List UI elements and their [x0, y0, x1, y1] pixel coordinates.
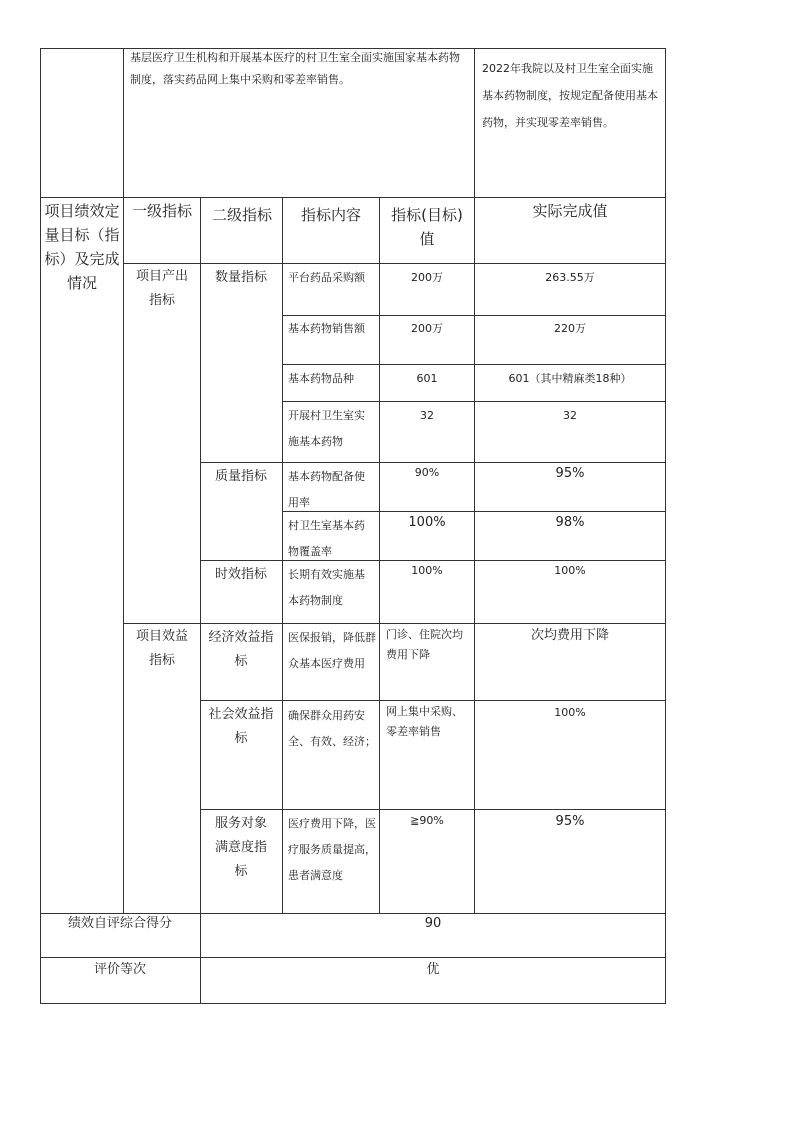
row-target: 100%	[408, 515, 446, 530]
table-border	[474, 48, 475, 913]
table-border	[282, 364, 666, 365]
row-content: 平台药品采购额	[288, 271, 365, 284]
row-content: 长期有效实施基本药物制度	[288, 568, 365, 607]
row-actual: 98%	[555, 515, 585, 530]
row-target: ≧90%	[410, 814, 444, 827]
row-content: 基本药物销售额	[288, 322, 365, 335]
group-benefit-label: 项目效益指标	[135, 629, 188, 668]
row-target: 601	[416, 372, 438, 385]
table-border	[40, 1003, 666, 1004]
section-label: 项目绩效定量目标（指标）及完成情况	[44, 202, 120, 292]
subgroup-timeliness-label: 时效指标	[214, 567, 267, 582]
group-output-label: 项目产出指标	[135, 269, 188, 308]
header-target: 指标(目标)值	[391, 206, 463, 248]
score-label: 绩效自评综合得分	[67, 916, 172, 931]
row-target: 200万	[411, 271, 443, 284]
row-content: 医保报销，降低群众基本医疗费用	[288, 631, 376, 670]
row-actual: 263.55万	[545, 271, 595, 284]
row-target: 门诊、住院次均费用下降	[386, 628, 463, 661]
table-border	[123, 48, 124, 913]
row-content: 确保群众用药安全、有效、经济；	[288, 709, 376, 748]
header-actual: 实际完成值	[532, 202, 608, 220]
row-content: 基本药物品种	[288, 372, 354, 385]
table-border	[200, 197, 201, 1003]
header-level1: 一级指标	[131, 202, 192, 220]
goal-text: 基层医疗卫生机构和开展基本医疗的村卫生室全面实施国家基本药物制度，落实药品网上集中采购和零差率销售。	[130, 51, 460, 86]
subgroup-quality-label: 质量指标	[214, 469, 267, 484]
row-actual: 次均费用下降	[530, 628, 609, 643]
row-actual: 95%	[555, 466, 585, 481]
table-border	[282, 401, 666, 402]
row-content: 基本药物配备使用率	[288, 470, 365, 509]
subgroup-satisfaction-label: 服务对象满意度指标	[214, 816, 267, 879]
row-content: 村卫生室基本药物覆盖率	[288, 519, 365, 558]
table-border	[665, 48, 666, 1003]
table-border	[40, 48, 41, 1003]
table-border	[379, 197, 380, 913]
grade-value: 优	[426, 962, 440, 977]
subgroup-quantity-label: 数量指标	[214, 270, 267, 285]
subgroup-social-label: 社会效益指标	[208, 707, 274, 746]
row-target: 90%	[414, 466, 440, 479]
row-actual: 220万	[554, 322, 586, 335]
row-content: 医疗费用下降，医疗服务质量提高，患者满意度	[288, 817, 376, 882]
actual-summary-text: 2022年我院以及村卫生室全面实施基本药物制度，按规定配备使用基本药物，并实现零差率销售。	[482, 62, 658, 129]
header-level2: 二级指标	[211, 206, 272, 224]
score-value: 90	[424, 916, 442, 931]
row-target: 网上集中采购、零差率销售	[386, 705, 463, 738]
row-actual: 32	[563, 409, 577, 422]
subgroup-economic-label: 经济效益指标	[208, 630, 274, 669]
table-border	[123, 263, 666, 264]
table-border	[40, 197, 666, 198]
row-actual: 100%	[554, 706, 586, 719]
row-target: 100%	[411, 564, 443, 577]
row-actual: 601（其中精麻类18种）	[508, 372, 632, 385]
header-content: 指标内容	[300, 206, 361, 224]
row-target: 32	[420, 409, 434, 422]
row-actual: 100%	[554, 564, 586, 577]
row-target: 200万	[411, 322, 443, 335]
table-border	[282, 197, 283, 913]
row-actual: 95%	[555, 814, 585, 829]
grade-label: 评价等次	[93, 962, 146, 977]
row-content: 开展村卫生室实施基本药物	[288, 409, 365, 448]
